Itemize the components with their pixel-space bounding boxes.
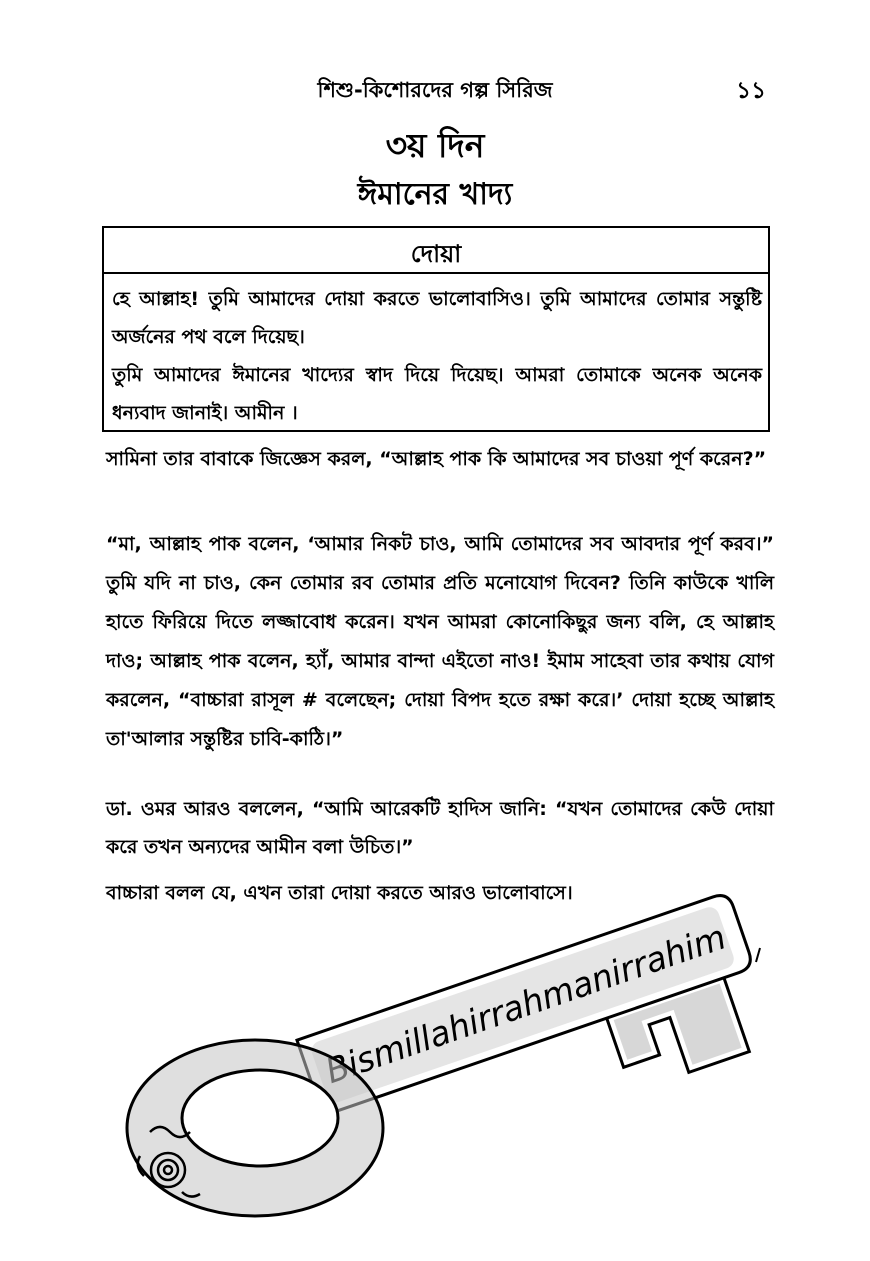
page-number: ১১	[736, 78, 766, 104]
dua-paragraph: হে আল্লাহ! তুমি আমাদের দোয়া করতে ভালোবাসিও। তুমি আমাদের তোমার সন্তুষ্টি অর্জনের পথ বলে দিয়েছ।	[112, 288, 762, 348]
running-header	[0, 70, 870, 110]
chapter-day: ৩য় দিন	[385, 126, 485, 165]
body-paragraph: সামিনা তার বাবাকে জিজ্ঞেস করল, “আল্লাহ পাক কি আমাদের সব চাওয়া পূর্ণ করেন?”	[106, 448, 767, 470]
series-title: শিশু-কিশোরদের গল্প সিরিজ	[317, 78, 553, 102]
chapter-title: ঈমানের খাদ্য	[357, 177, 513, 212]
dua-heading: দোয়া	[410, 240, 462, 268]
key-inscription: Bismillahirrahmanirrahim	[320, 913, 743, 1092]
pen-mark	[756, 948, 760, 962]
body-paragraph: “মা, আল্লাহ পাক বলেন, ‘আমার নিকট চাও, আমি তোমাদের সব আবদার পূর্ণ করব।” তুমি যদি না চাও, কেন তোমার রব তোমার প্রতি মনোযোগ দিবেন? তিনি কাউকে খালি হাতে ফিরিয়ে দিতে লজ্জাবোধ করেন। যখন আমরা কোনোকিছুর জন্য বলি, হে আল্লাহ দাও; আল্লাহ পাক বলেন, হ্যাঁ, আমার বান্দা এইতো নাও! ইমাম সাহেবা তার কথায় যোগ করলেন, “বাচ্চারা রাসূল # বলেছেন; দোয়া বিপদ হতে রক্ষা করে।’ দোয়া হচ্ছে আল্লাহ তা'আলার সন্তুষ্টির চাবি-কাঠি।”	[106, 533, 774, 750]
dua-divider	[104, 272, 768, 274]
key-bow	[127, 1040, 383, 1216]
key-illustration	[120, 870, 800, 1220]
dua-box	[102, 226, 770, 432]
body-paragraph: বাচ্চারা বলল যে, এখন তারা দোয়া করতে আরও ভালোবাসে।	[106, 882, 573, 904]
dua-paragraph: তুমি আমাদের ঈমানের খাদ্যের স্বাদ দিয়ে দিয়েছ। আমরা তোমাকে অনেক অনেক ধন্যবাদ জানাই। আমীন ।	[112, 364, 762, 424]
body-paragraph: ডা. ওমর আরও বললেন, “আমি আরেকটি হাদিস জানি: “যখন তোমাদের কেউ দোয়া করে তখন অন্যদের আমীন বলা উচিত।”	[106, 798, 774, 858]
